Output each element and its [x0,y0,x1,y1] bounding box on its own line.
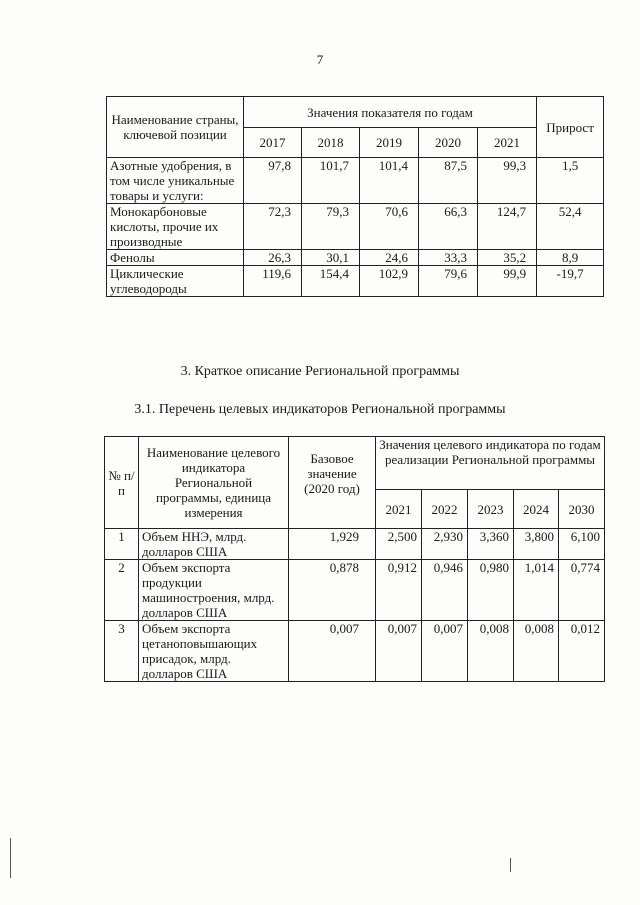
cell-value: 0,012 [559,621,605,682]
cell-base: 0,878 [289,560,376,621]
cell-value: 33,3 [419,250,478,266]
row-name: Азотные удобрения, в том числе уникальные товары и услуги: [107,158,244,204]
cell-growth: 52,4 [537,204,604,250]
row-name: Объем ННЭ, млрд. долларов США [139,529,289,560]
column-header-values: Значения показателя по годам [244,97,537,128]
indicator-growth-table [106,96,604,297]
cell-value: 24,6 [360,250,419,266]
cell-value: 0,008 [468,621,514,682]
column-header-name: Наименование страны, ключевой позиции [107,97,244,158]
cell-value: 1,014 [514,560,559,621]
cell-value: 119,6 [244,266,302,297]
cell-value: 30,1 [302,250,360,266]
cell-value: 0,007 [422,621,468,682]
table-row [107,266,604,297]
year-header: 2018 [302,128,360,158]
cell-value: 124,7 [478,204,537,250]
cell-value: 99,3 [478,158,537,204]
cell-value: 6,100 [559,529,605,560]
cell-value: 97,8 [244,158,302,204]
column-header-num: № п/п [105,437,139,529]
row-name: Объем экспорта продукции машиностроения, млрд. долларов США [139,560,289,621]
cell-value: 87,5 [419,158,478,204]
column-header-base: Базовое значение (2020 год) [289,437,376,529]
row-name: Циклические углеводороды [107,266,244,297]
table-row [107,204,604,250]
section-3-title: 3. Краткое описание Региональной программы [180,364,460,379]
row-name: Монокарбоновые кислоты, прочие их производные [107,204,244,250]
table-header-row [107,97,604,128]
cell-growth: -19,7 [537,266,604,297]
column-header-name: Наименование целевого индикатора Региональной программы, единица измерения [139,437,289,529]
cell-value: 154,4 [302,266,360,297]
cell-value: 0,774 [559,560,605,621]
year-header: 2021 [376,490,422,529]
table-row [105,529,605,560]
year-header: 2017 [244,128,302,158]
row-number: 3 [105,621,139,682]
cell-growth: 1,5 [537,158,604,204]
cell-base: 1,929 [289,529,376,560]
cell-value: 35,2 [478,250,537,266]
scan-bracket-mark [510,858,511,872]
column-header-values: Значения целевого индикатора по годам реализации Региональной программы [376,437,605,490]
cell-value: 101,4 [360,158,419,204]
scan-margin-mark [10,838,11,878]
cell-value: 102,9 [360,266,419,297]
cell-value: 0,946 [422,560,468,621]
cell-base: 0,007 [289,621,376,682]
year-header: 2020 [419,128,478,158]
cell-value: 0,912 [376,560,422,621]
year-header: 2023 [468,490,514,529]
cell-value: 79,6 [419,266,478,297]
year-header: 2024 [514,490,559,529]
row-name: Фенолы [107,250,244,266]
cell-value: 26,3 [244,250,302,266]
section-3-1-title: 3.1. Перечень целевых индикаторов Региональной программы [134,402,506,417]
year-header: 2030 [559,490,605,529]
cell-growth: 8,9 [537,250,604,266]
table-header-row [105,437,605,490]
cell-value: 101,7 [302,158,360,204]
table-row [105,621,605,682]
cell-value: 99,9 [478,266,537,297]
table-row [107,250,604,266]
target-indicators-table [104,436,605,682]
row-number: 1 [105,529,139,560]
cell-value: 0,007 [376,621,422,682]
table-row [107,158,604,204]
cell-value: 2,930 [422,529,468,560]
row-name: Объем экспорта цетаноповышающих присадок, млрд. долларов США [139,621,289,682]
page-number: 7 [316,52,324,67]
cell-value: 70,6 [360,204,419,250]
cell-value: 72,3 [244,204,302,250]
cell-value: 66,3 [419,204,478,250]
table-row [105,560,605,621]
cell-value: 0,008 [514,621,559,682]
year-header: 2022 [422,490,468,529]
cell-value: 3,360 [468,529,514,560]
cell-value: 0,980 [468,560,514,621]
year-header: 2021 [478,128,537,158]
column-header-growth: Прирост [537,97,604,158]
cell-value: 3,800 [514,529,559,560]
row-number: 2 [105,560,139,621]
cell-value: 79,3 [302,204,360,250]
year-header: 2019 [360,128,419,158]
cell-value: 2,500 [376,529,422,560]
